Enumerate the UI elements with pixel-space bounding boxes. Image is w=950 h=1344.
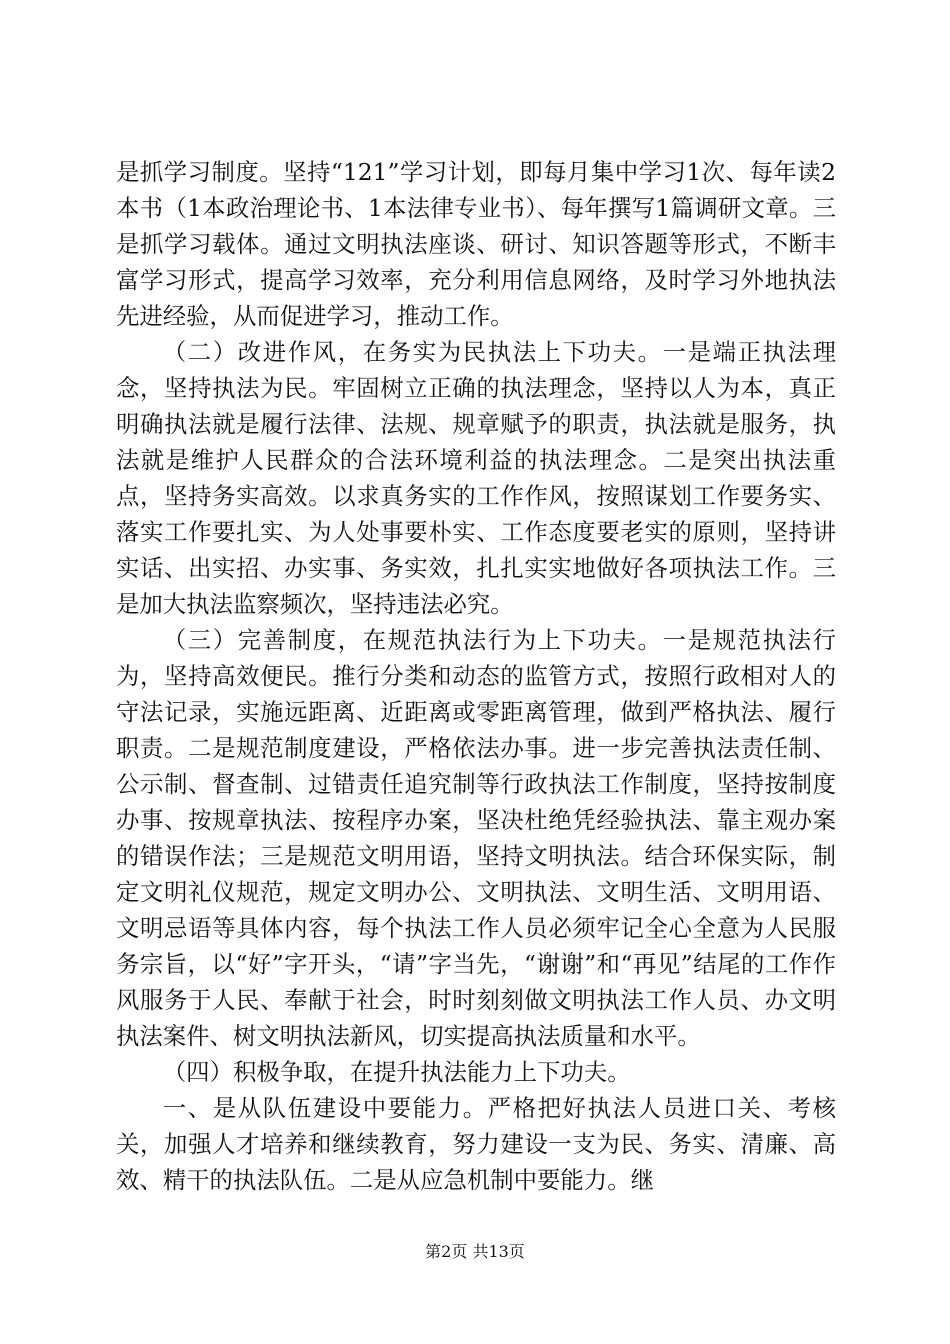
paragraph-section-2: （二）改进作风，在务实为民执法上下功夫。一是端正执法理念，坚持执法为民。牢固树立正确的执法理念，坚持以人为本，真正明确执法就是履行法律、法规、规章赋予的职责，执法就是服务，执法就是维护人民群众的合法环境利益的执法理念。二是突出执法重点，坚持务实高效。以求真务实的工作作风，按照谋划工作要务实、落实工作要扎实、为人处事要朴实、工作态度要老实的原则，坚持讲实话、出实招、办实事、务实效，扎扎实实地做好各项执法工作。三是加大执法监察频次，坚持违法必究。	[116, 338, 836, 618]
document-body	[116, 154, 836, 1198]
paragraph-section-4-heading: （四）积极争取，在提升执法能力上下功夫。	[162, 1058, 631, 1086]
paragraph-section-4-body: 一、是从队伍建设中要能力。严格把好执法人员进口关、考核关，加强人才培养和继续教育，努力建设一支为民、务实、清廉、高效、精干的执法队伍。二是从应急机制中要能力。继	[116, 1094, 836, 1194]
paragraph-section-3: （三）完善制度，在规范执法行为上下功夫。一是规范执法行为，坚持高效便民。推行分类和动态的监管方式，按照行政相对人的守法记录，实施远距离、近距离或零距离管理，做到严格执法、履行职责。二是规范制度建设，严格依法办事。进一步完善执法责任制、公示制、督查制、过错责任追究制等行政执法工作制度，坚持按制度办事、按规章执法、按程序办案，坚决杜绝凭经验执法、靠主观办案的错误作法；三是规范文明用语，坚持文明执法。结合环保实际，制定文明礼仪规范，规定文明办公、文明执法、文明生活、文明用语、文明忌语等具体内容，每个执法工作人员必须牢记全心全意为人民服务宗旨，以“好”字开头，“请”字当先，“谢谢”和“再见”结尾的工作作风服务于人民、奉献于社会，时时刻刻做文明执法工作人员、办文明执法案件、树文明执法新风，切实提高执法质量和水平。	[116, 626, 836, 1050]
paragraph-study-continued: 是抓学习制度。坚持“121”学习计划，即每月集中学习1次、每年读2本书（1本政治理论书、1本法律专业书）、每年撰写1篇调研文章。三是抓学习载体。通过文明执法座谈、研讨、知识答题等形式，不断丰富学习形式，提高学习效率，充分利用信息网络，及时学习外地执法先进经验，从而促进学习，推动工作。	[116, 158, 836, 330]
page-footer: 第2页 共13页	[425, 1242, 525, 1261]
